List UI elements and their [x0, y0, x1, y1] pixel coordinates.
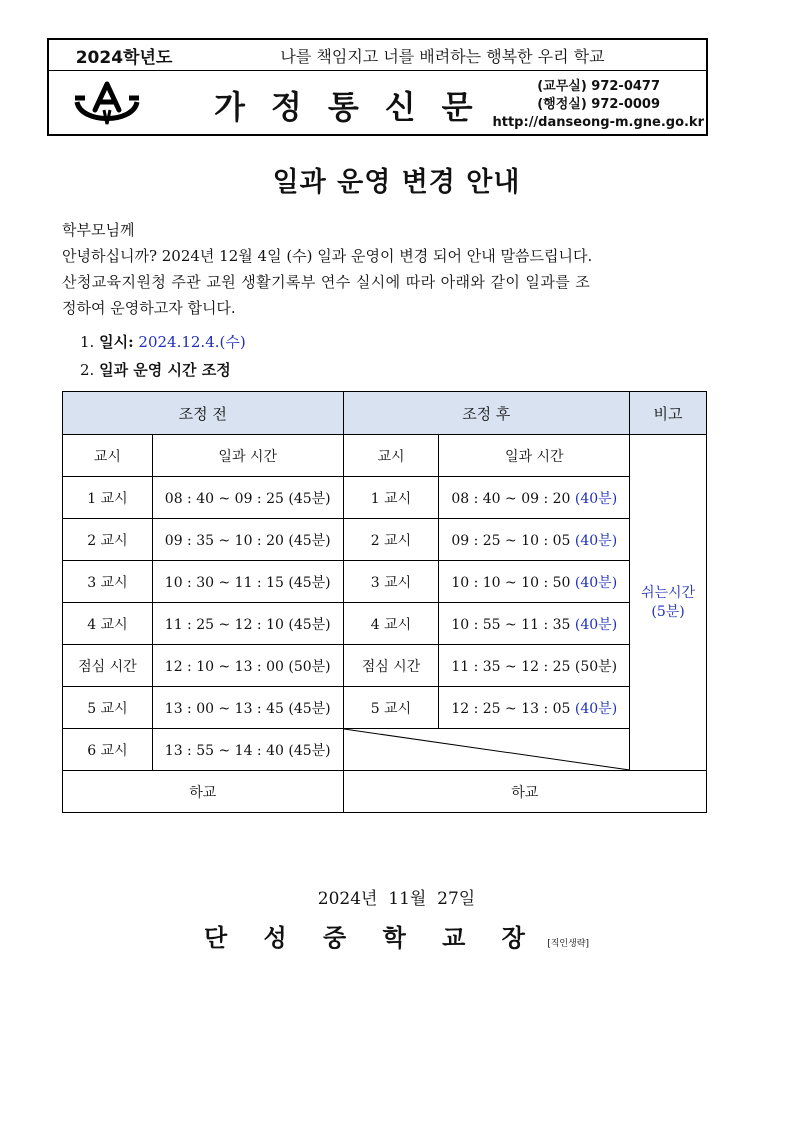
after-time-cell [439, 687, 630, 729]
table-row [63, 519, 707, 561]
after-time: 11 : 35 ~ 12 : 25 (50분) [439, 645, 630, 687]
dismissal-before: 하교 [63, 771, 344, 813]
body-line-1: 안녕하십니까? 2024년 12월 4일 (수) 일과 운영이 변경 되어 안내 말씀드립니다. [62, 247, 593, 265]
col-time-after: 일과 시간 [439, 435, 630, 477]
contact-info [493, 78, 705, 132]
table-row [63, 729, 707, 771]
after-period: 4 교시 [343, 603, 439, 645]
office-phone: (교무실) 972-0477 [537, 79, 660, 94]
dismissal-row [63, 771, 707, 813]
after-period: 2 교시 [343, 519, 439, 561]
note-cell [630, 435, 707, 771]
after-time-cell [439, 519, 630, 561]
before-period: 4 교시 [63, 603, 153, 645]
dismissal-after: 하교 [343, 771, 706, 813]
after-duration: (40분) [574, 574, 618, 591]
body-line-3: 정하여 운영하고자 합니다. [62, 299, 236, 317]
header-before: 조정 전 [63, 392, 344, 435]
admin-phone: (행정실) 972-0009 [537, 97, 660, 112]
after-duration: (40분) [574, 616, 618, 633]
school-logo-icon [71, 80, 143, 130]
school-year: 2024학년도 [75, 47, 173, 68]
header-after: 조정 후 [343, 392, 630, 435]
before-time: 13 : 55 ~ 14 : 40 (45분) [152, 729, 343, 771]
before-period: 5 교시 [63, 687, 153, 729]
after-time: 09 : 25 ~ 10 : 05 [451, 532, 575, 549]
body-line-2: 산청교육지원청 주관 교원 생활기록부 연수 실시에 따라 아래와 같이 일과를 조 [62, 273, 591, 291]
after-time-cell [439, 477, 630, 519]
diagonal-line [344, 729, 630, 770]
before-period: 3 교시 [63, 561, 153, 603]
list-label: 일과 운영 시간 조정 [99, 361, 231, 379]
before-time: 11 : 25 ~ 12 : 10 (45분) [152, 603, 343, 645]
date-value: 2024.12.4.(수) [138, 333, 246, 351]
newsletter-header [47, 38, 708, 136]
break-note-line-2: (5분) [651, 603, 685, 620]
col-period-after: 교시 [343, 435, 439, 477]
table-header-row [63, 392, 707, 435]
signature-line [0, 918, 793, 953]
table-row [63, 645, 707, 687]
after-time: 08 : 40 ~ 09 : 20 [451, 490, 575, 507]
greeting: 학부모님께 [62, 221, 135, 239]
newsletter-title: 가정통신문 [214, 88, 499, 126]
list-number: 1. [80, 333, 95, 351]
after-period: 1 교시 [343, 477, 439, 519]
table-row [63, 477, 707, 519]
before-period: 2 교시 [63, 519, 153, 561]
before-time: 13 : 00 ~ 13 : 45 (45분) [152, 687, 343, 729]
before-time: 10 : 30 ~ 11 : 15 (45분) [152, 561, 343, 603]
document-title: 일과 운영 변경 안내 [272, 167, 521, 198]
before-period: 점심 시간 [63, 645, 153, 687]
after-duration: (40분) [574, 490, 618, 507]
list-number: 2. [80, 361, 95, 379]
table-subheader-row [63, 435, 707, 477]
after-time-cell [439, 561, 630, 603]
list-item-schedule [80, 359, 231, 380]
signer-name: 단 성 중 학 교 장 [203, 923, 539, 952]
after-time: 10 : 10 ~ 10 : 50 [451, 574, 575, 591]
col-period-before: 교시 [63, 435, 153, 477]
list-label: 일시: [99, 333, 134, 351]
letter-body [62, 217, 712, 321]
after-time: 12 : 25 ~ 13 : 05 [451, 700, 575, 717]
schedule-table [62, 391, 707, 813]
table-row [63, 561, 707, 603]
before-time: 12 : 10 ~ 13 : 00 (50분) [152, 645, 343, 687]
after-period: 점심 시간 [343, 645, 439, 687]
table-row [63, 687, 707, 729]
after-time-cell [439, 603, 630, 645]
after-period: 3 교시 [343, 561, 439, 603]
break-note-line-1: 쉬는시간 [640, 584, 696, 601]
header-top-row [49, 40, 706, 71]
before-period: 6 교시 [63, 729, 153, 771]
before-time: 09 : 35 ~ 10 : 20 (45분) [152, 519, 343, 561]
stamp-omitted: [직인생략] [547, 939, 590, 949]
after-period: 5 교시 [343, 687, 439, 729]
list-item-date [80, 331, 246, 352]
before-time: 08 : 40 ~ 09 : 25 (45분) [152, 477, 343, 519]
school-url: http://danseong-m.gne.go.kr [492, 115, 704, 130]
issue-date: 2024년 11월 27일 [317, 889, 476, 909]
col-time-before: 일과 시간 [152, 435, 343, 477]
after-time: 10 : 55 ~ 11 : 35 [451, 616, 575, 633]
break-note [630, 584, 706, 622]
school-motto: 나를 책임지고 너를 배려하는 행복한 우리 학교 [280, 46, 605, 66]
before-period: 1 교시 [63, 477, 153, 519]
table-row [63, 603, 707, 645]
empty-slash-cell [343, 729, 630, 771]
after-duration: (40분) [574, 700, 618, 717]
after-duration: (40분) [574, 532, 618, 549]
header-note: 비고 [630, 392, 707, 435]
